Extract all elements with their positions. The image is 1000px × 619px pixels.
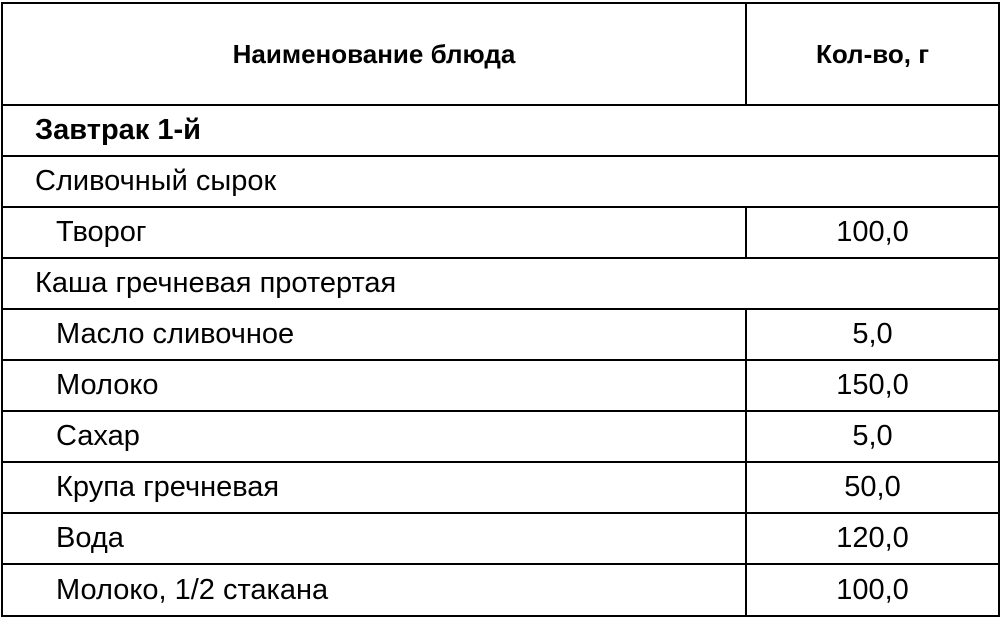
meal-title: Завтрак 1-й bbox=[2, 105, 999, 156]
ingredient-name: Творог bbox=[2, 207, 746, 258]
ingredient-qty: 100,0 bbox=[746, 207, 999, 258]
header-dish-name: Наименование блюда bbox=[2, 3, 746, 105]
dish-name: Каша гречневая протертая bbox=[2, 258, 999, 309]
ingredient-qty: 50,0 bbox=[746, 462, 999, 513]
table-row bbox=[2, 564, 999, 616]
header-quantity: Кол-во, г bbox=[746, 3, 999, 105]
ingredient-qty: 100,0 bbox=[746, 564, 999, 616]
table-row bbox=[2, 411, 999, 462]
table-row bbox=[2, 309, 999, 360]
ingredient-name: Молоко bbox=[2, 360, 746, 411]
ingredient-name: Вода bbox=[2, 513, 746, 564]
ingredient-qty: 5,0 bbox=[746, 411, 999, 462]
meal-section-row bbox=[2, 105, 999, 156]
ingredient-name: Молоко, 1/2 стакана bbox=[2, 564, 746, 616]
ingredient-qty: 120,0 bbox=[746, 513, 999, 564]
table-row bbox=[2, 462, 999, 513]
dish-row bbox=[2, 258, 999, 309]
ingredient-name: Крупа гречневая bbox=[2, 462, 746, 513]
ingredient-qty: 5,0 bbox=[746, 309, 999, 360]
ingredient-name: Сахар bbox=[2, 411, 746, 462]
dish-name: Сливочный сырок bbox=[2, 156, 999, 207]
dish-row bbox=[2, 156, 999, 207]
table-row bbox=[2, 207, 999, 258]
table-row bbox=[2, 360, 999, 411]
ingredient-name: Масло сливочное bbox=[2, 309, 746, 360]
table-header-row bbox=[2, 3, 999, 105]
table-row bbox=[2, 513, 999, 564]
menu-table bbox=[1, 2, 1000, 617]
ingredient-qty: 150,0 bbox=[746, 360, 999, 411]
